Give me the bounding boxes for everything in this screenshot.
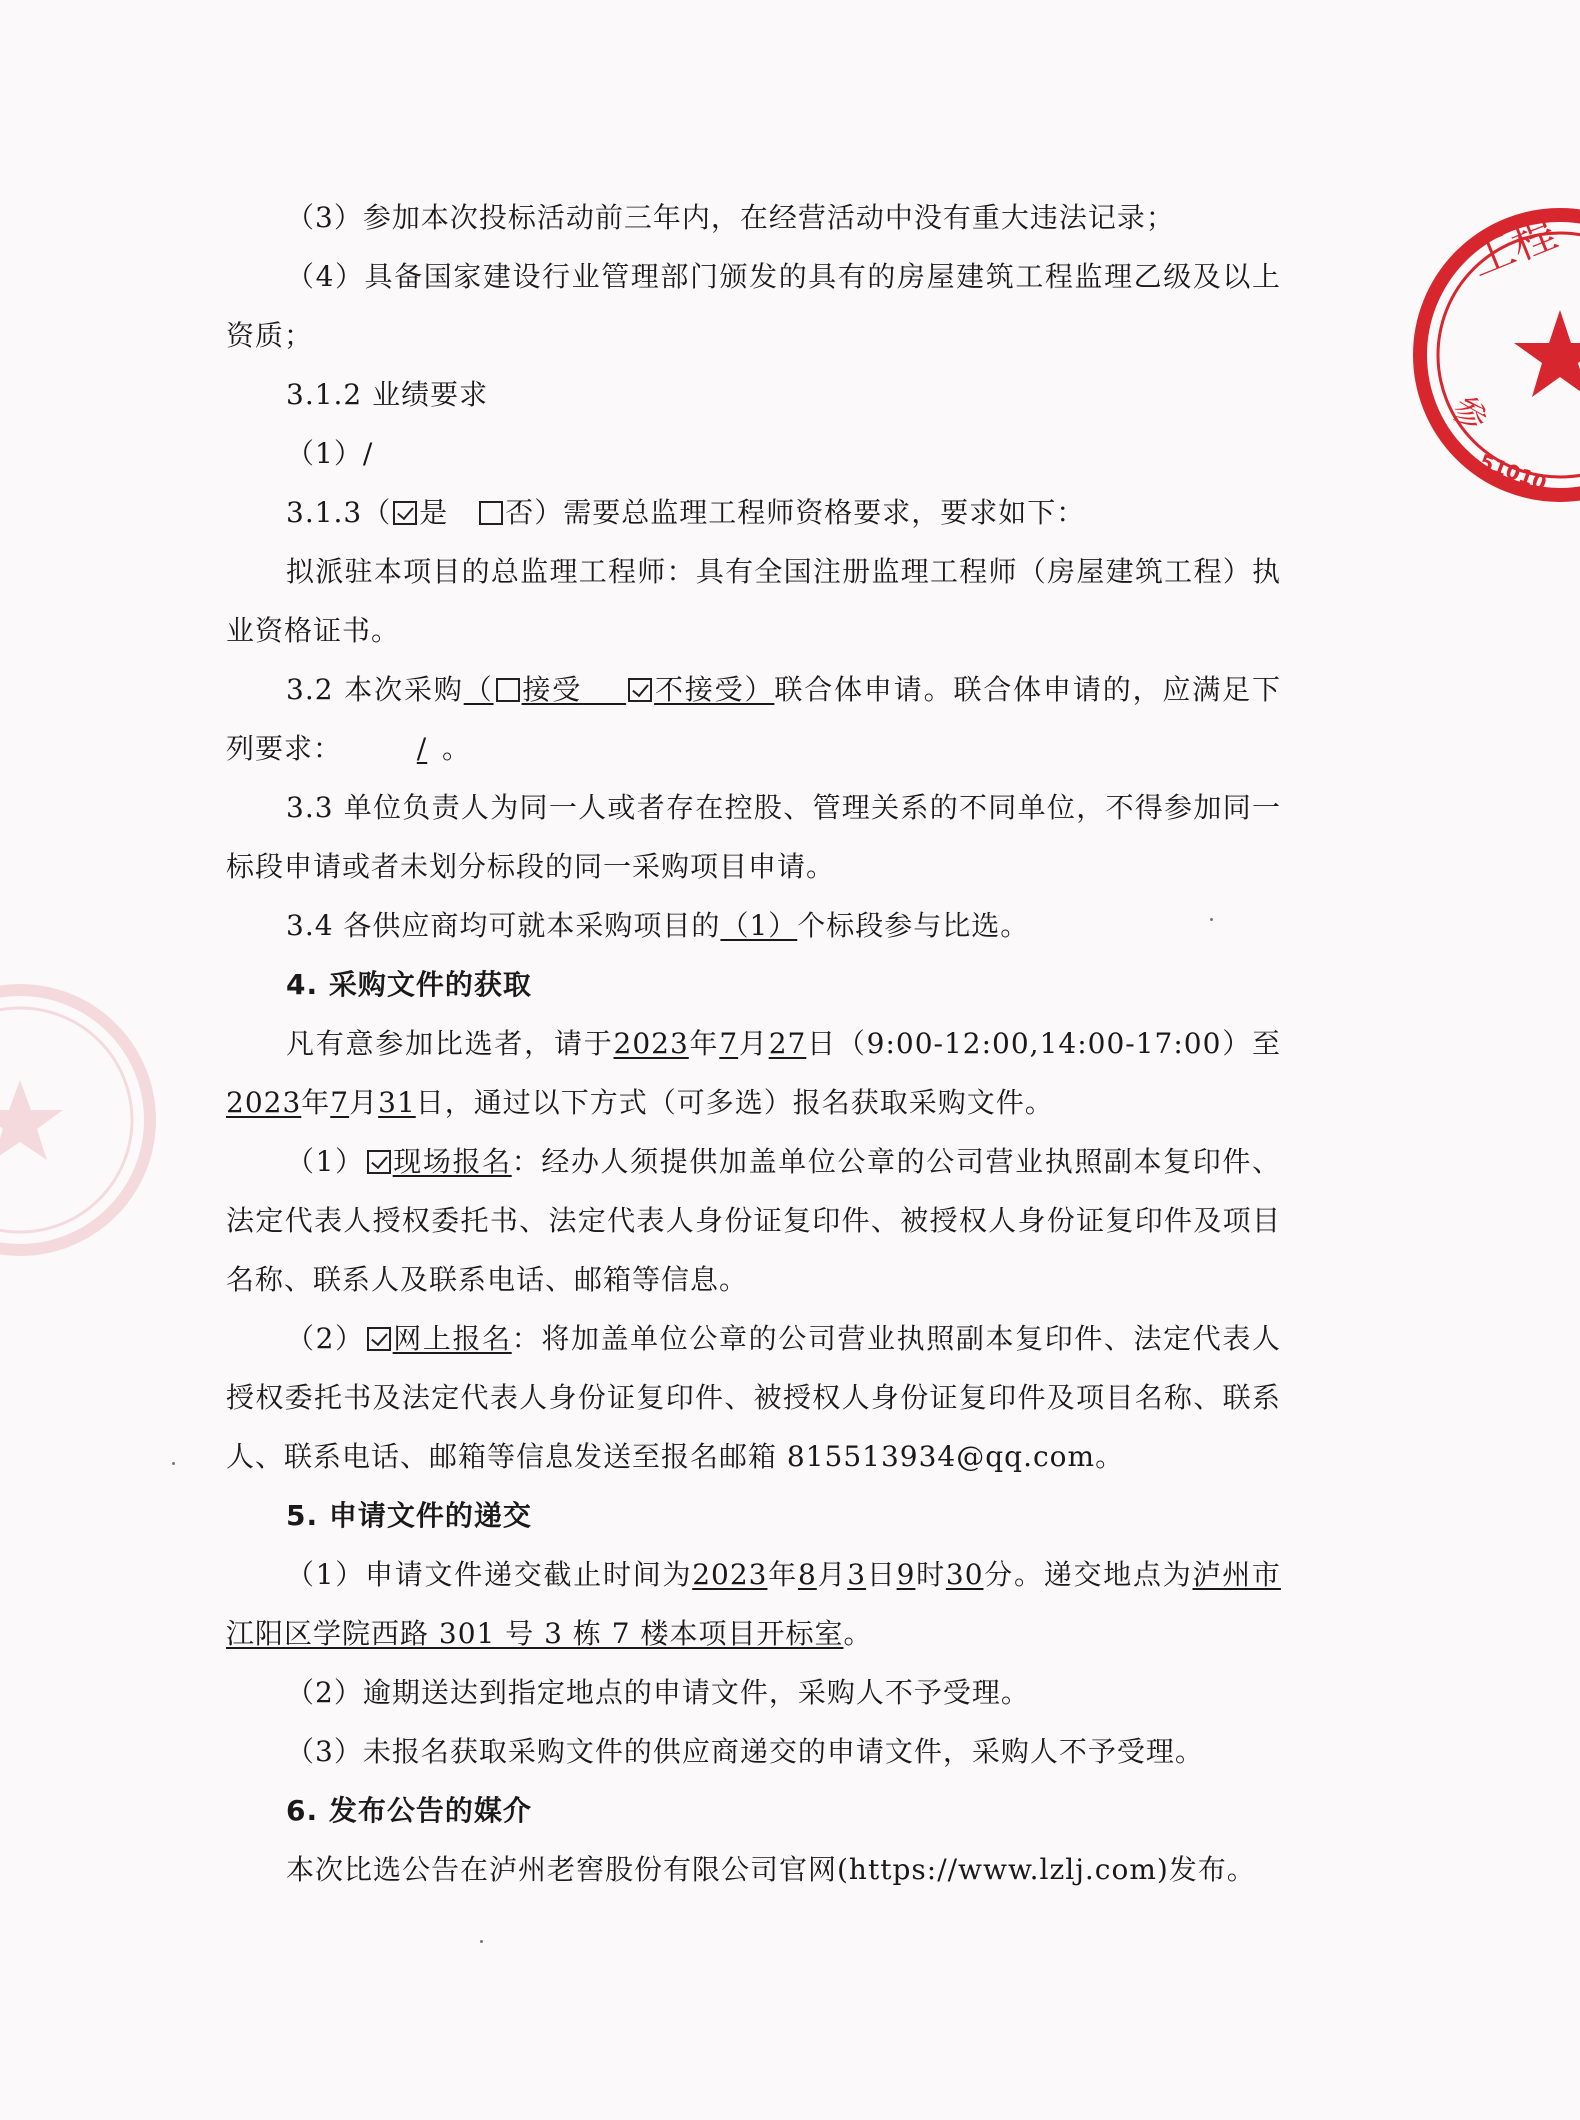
document-body (226, 188, 1281, 1899)
paragraph-publication-media: 本次比选公告在泸州老窖股份有限公司官网(https://www.lzlj.com)发布。 (286, 1853, 1256, 1886)
section-3-1-2-title: 3.1.2 业绩要求 (286, 378, 489, 411)
section-3-3: 3.3 单位负责人为同一人或者存在控股、管理关系的不同单位，不得参加同一标段申请或者未划分标段的同一采购项目申请。 (226, 791, 1281, 883)
checkbox-onsite-checked-icon (367, 1150, 391, 1174)
checkbox-online-checked-icon (367, 1327, 391, 1351)
paragraph-performance-item: （1）/ (286, 437, 374, 470)
checkbox-reject-checked-icon (628, 678, 652, 702)
scan-speck (172, 1462, 175, 1465)
checkbox-no-icon (479, 501, 503, 525)
paragraph-submission-deadline: （1）申请文件递交截止时间为2023年8月3日9时30分。递交地点为泸州市江阳区学院西路 301 号 3 栋 7 楼本项目开标室。 (226, 1558, 1281, 1650)
heading-6-media: 6. 发布公告的媒介 (286, 1794, 532, 1827)
checkbox-accept-icon (496, 678, 520, 702)
paragraph-online-registration: （2） 网上报名：将加盖单位公章的公司营业执照副本复印件、法定代表人授权委托书及法定代表人身份证复印件、被授权人身份证复印件及项目名称、联系人、联系电话、邮箱等信息发送至报名邮箱 815513934@qq.com。 (226, 1322, 1281, 1473)
online-option: 网上报名 (365, 1322, 512, 1355)
heading-5-submission: 5. 申请文件的递交 (286, 1499, 532, 1532)
svg-text:工程: 工程 (1463, 206, 1564, 288)
paragraph-4-qualification: （4）具备国家建设行业管理部门颁发的具有的房屋建筑工程监理乙级及以上资质； (226, 260, 1281, 352)
requirement-blank: / (416, 732, 428, 765)
scan-speck (480, 1940, 483, 1943)
onsite-option: 现场报名 (365, 1145, 512, 1178)
paragraph-onsite-registration: （1） 现场报名：经办人须提供加盖单位公章的公司营业执照副本复印件、法定代表人授权委托书、法定代表人身份证复印件、被授权人身份证复印件及项目名称、联系人及联系电话、邮箱等信息。 (226, 1145, 1281, 1296)
paragraph-registration-period: 凡有意参加比选者，请于2023年7月27日（9:00-12:00,14:00-17:00）至2023年7月31日，通过以下方式（可多选）报名获取采购文件。 (226, 1027, 1281, 1119)
heading-4-obtain-documents: 4. 采购文件的获取 (286, 968, 532, 1001)
section-3-2-consortium: 3.2 本次采购（ 接受 不接受）联合体申请。联合体申请的，应满足下列要求： / 。 (226, 660, 1281, 778)
svg-text:51010: 51010 (1476, 449, 1550, 496)
section-3-4: 3.4 各供应商均可就本采购项目的（1）个标段参与比选。 (286, 909, 1030, 942)
checkbox-yes-checked-icon (393, 501, 417, 525)
consortium-options: （ 接受 不接受） (463, 673, 775, 706)
paragraph-chief-supervisor: 拟派驻本项目的总监理工程师：具有全国注册监理工程师（房屋建筑工程）执业资格证书。 (226, 555, 1281, 647)
faint-seal-left (0, 985, 180, 1285)
paragraph-late-submission: （2）逾期送达到指定地点的申请文件，采购人不予受理。 (286, 1676, 1030, 1709)
official-seal-right (1390, 205, 1580, 505)
paragraph-unregistered-submission: （3）未报名获取采购文件的供应商递交的申请文件，采购人不予受理。 (286, 1735, 1204, 1768)
svg-text:参: 参 (1445, 388, 1495, 440)
paragraph-3-no-violations: （3）参加本次投标活动前三年内，在经营活动中没有重大违法记录； (286, 201, 1175, 234)
section-3-1-3: 3.1.3（ 是 否）需要总监理工程师资格要求，要求如下： (286, 496, 1086, 529)
